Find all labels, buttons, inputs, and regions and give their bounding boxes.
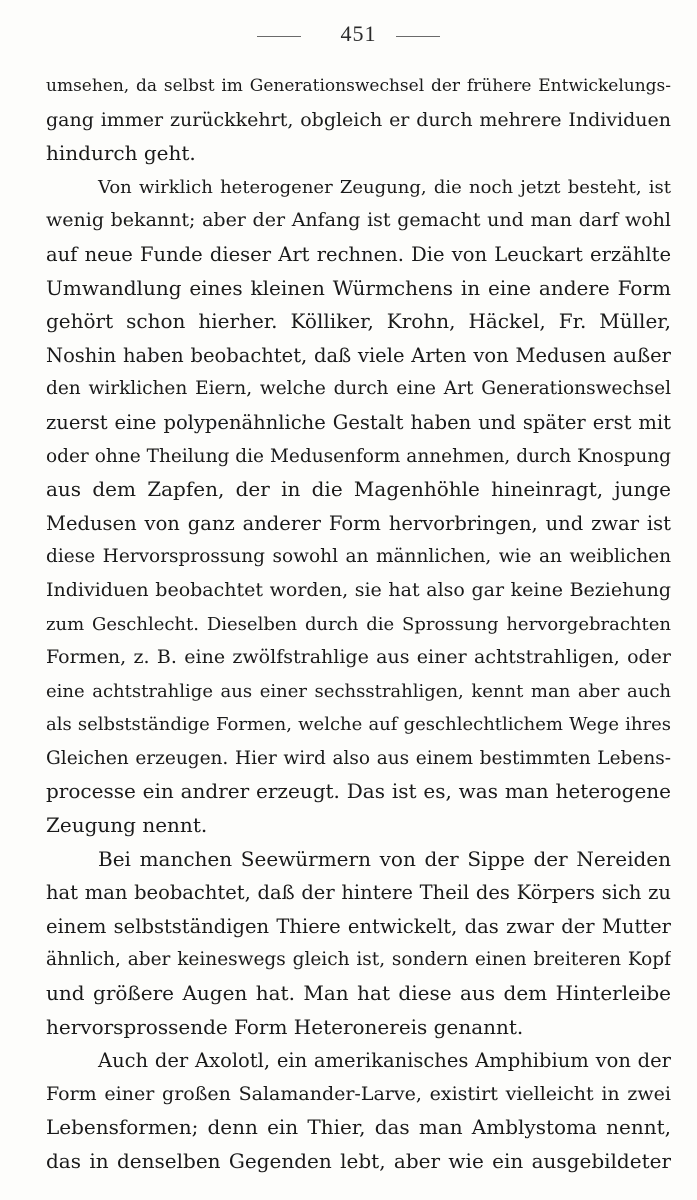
text-line: aus dem Zapfen, der in die Magenhöhle hineinragt, junge — [46, 477, 671, 502]
text-line: hat man beobachtet, daß der hintere Theil des Körpers sich zu — [46, 881, 671, 905]
text-line: Formen, z. B. eine zwölfstrahlige aus einer achtstrahligen, oder — [46, 646, 671, 669]
text-line: Zeugung nennt. — [46, 813, 208, 838]
text-line: einem selbstständigen Thiere entwickelt, das zwar der Mutter — [46, 914, 671, 938]
text-line: Bei manchen Seewürmern von der Sippe der Nereiden — [98, 846, 671, 871]
page-number: 451 — [340, 21, 377, 46]
text-line: Umwandlung eines kleinen Würmchens in eine andere Form — [46, 275, 671, 300]
text-line: zum Geschlecht. Dieselben durch die Sprossung hervorgebrachten — [46, 613, 671, 635]
text-line: Von wirklich heterogener Zeugung, die noch jetzt besteht, ist — [98, 176, 671, 198]
text-line: den wirklichen Eiern, welche durch eine Art Generationswechsel — [46, 378, 671, 400]
text-line: gehört schon hierher. Kölliker, Krohn, Häckel, Fr. Müller, — [46, 309, 671, 334]
text-line: als selbstständige Formen, welche auf geschlechtlichem Wege ihres — [46, 714, 671, 736]
text-line: umsehen, da selbst im Generationswechsel der frühere Entwickelungs- — [46, 76, 671, 96]
text-line: zuerst eine polypenähnliche Gestalt haben und später erst mit — [46, 410, 671, 434]
text-line: oder ohne Theilung die Medusenform annehmen, durch Knospung — [46, 445, 671, 467]
text-line: Form einer großen Salamander-Larve, existirt vielleicht in zwei — [46, 1082, 671, 1105]
text-line: processe ein andrer erzeugt. Das ist es, was man heterogene — [46, 779, 671, 804]
text-line: Gleichen erzeugen. Hier wird also aus einem bestimmten Lebens- — [46, 747, 671, 769]
text-line: eine achtstrahlige aus einer sechsstrahligen, kennt man aber auch — [46, 680, 671, 702]
text-line: hindurch geht. — [46, 141, 196, 166]
text-line: hervorsprossende Form Heteronereis genannt. — [46, 1014, 524, 1039]
body-text — [46, 70, 671, 1179]
text-line: wenig bekannt; aber der Anfang ist gemacht und man darf wohl — [46, 209, 671, 232]
text-line: diese Hervorsprossung sowohl an männlichen, wie an weiblichen — [46, 546, 671, 568]
page-header — [0, 20, 697, 48]
header-rule-left — [257, 36, 301, 37]
text-line: das in denselben Gegenden lebt, aber wie ein ausgebildeter — [46, 1149, 671, 1173]
text-line: auf neue Funde dieser Art rechnen. Die von Leuckart erzählte — [46, 242, 671, 266]
header-rule-right — [396, 36, 440, 37]
text-line: Lebensformen; denn ein Thier, das man Amblystoma nennt, — [46, 1115, 671, 1140]
text-line: Medusen von ganz anderer Form hervorbringen, und zwar ist — [46, 511, 671, 535]
text-line: Auch der Axolotl, ein amerikanisches Amphibium von der — [98, 1049, 671, 1073]
text-line: Individuen beobachtet worden, sie hat also gar keine Beziehung — [46, 578, 671, 601]
text-line: ähnlich, aber keineswegs gleich ist, sondern einen breiteren Kopf — [46, 949, 671, 971]
text-line: gang immer zurückkehrt, obgleich er durch mehrere Individuen — [46, 108, 671, 131]
text-line: Noshin haben beobachtet, daß viele Arten von Medusen außer — [46, 343, 671, 367]
text-line: und größere Augen hat. Man hat diese aus dem Hinterleibe — [46, 981, 671, 1006]
